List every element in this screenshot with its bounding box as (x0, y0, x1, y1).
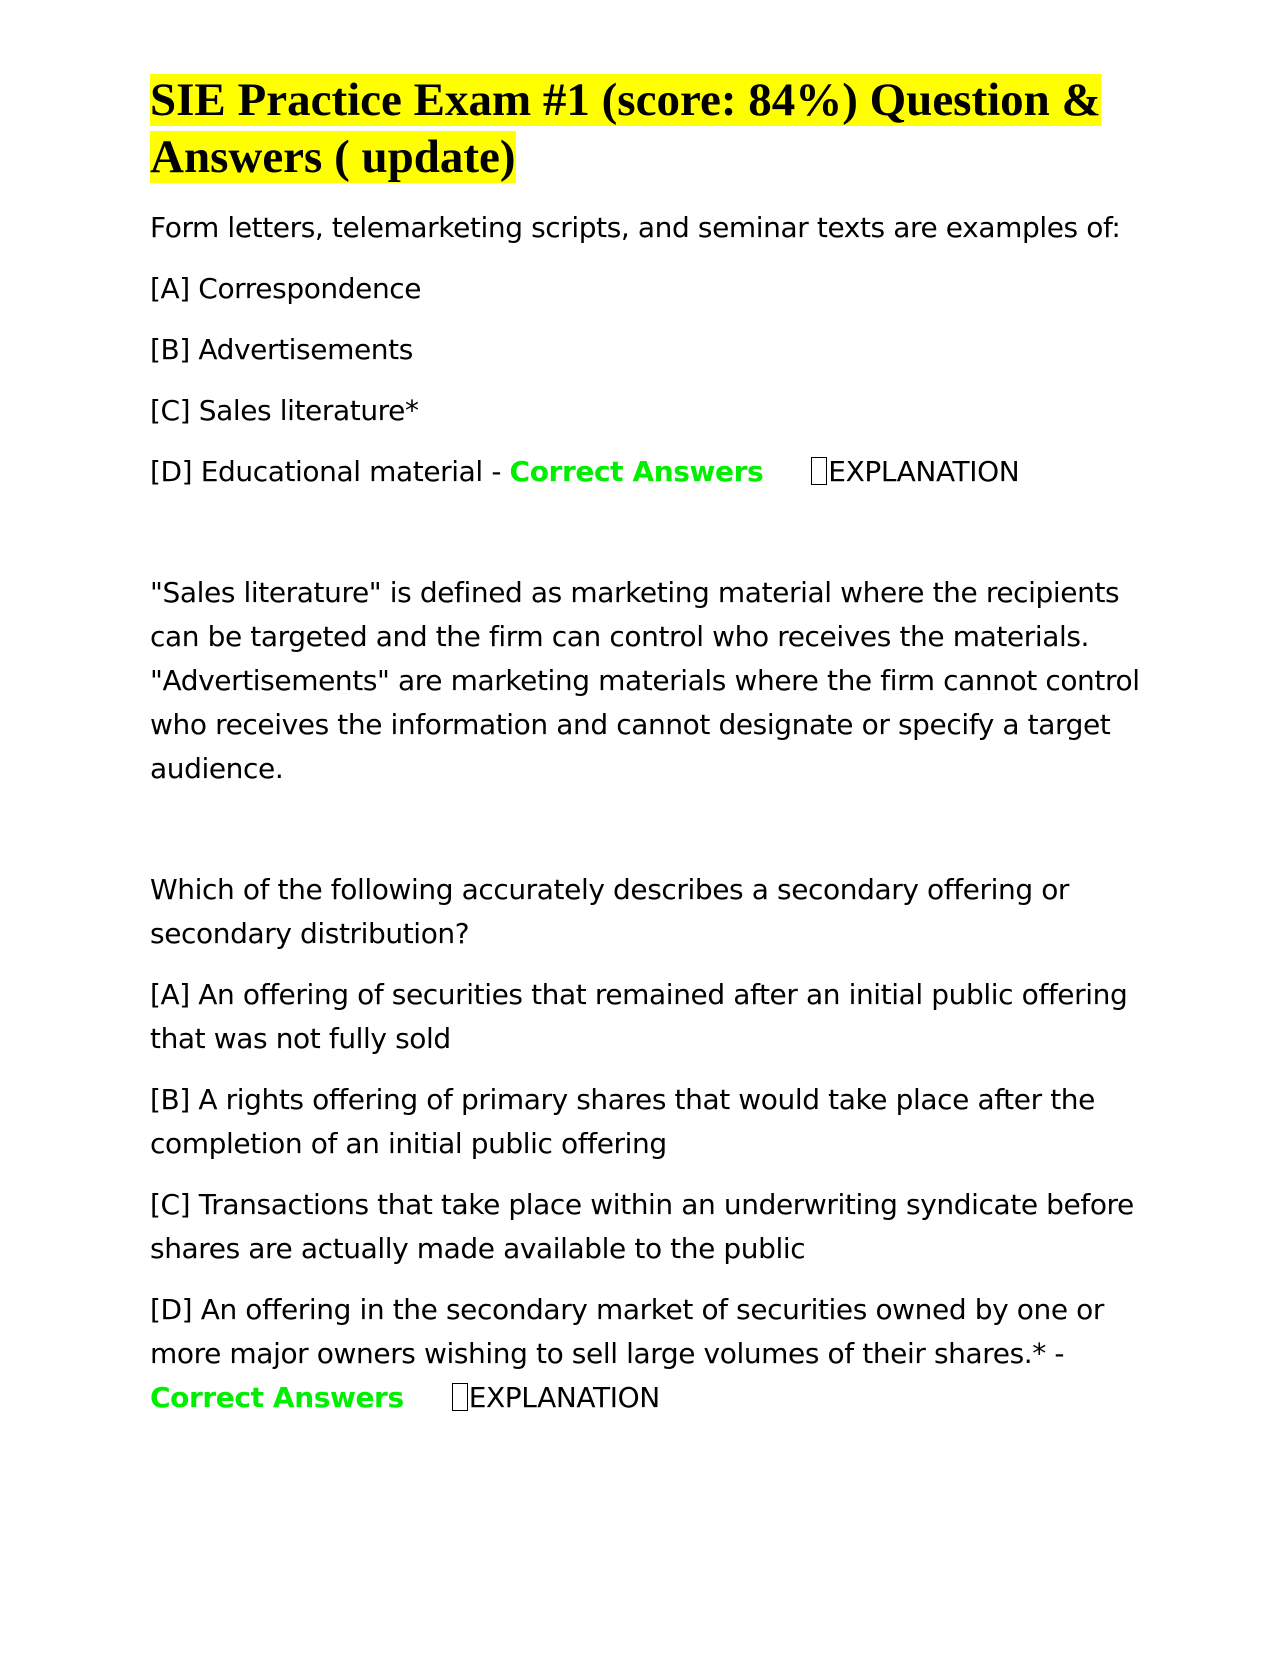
missing-glyph-icon (452, 1383, 468, 1411)
question-1-prompt: Form letters, telemarketing scripts, and seminar texts are examples of: (150, 211, 1121, 244)
title-highlight: SIE Practice Exam #1 (score: 84%) Question & Answers ( update) (150, 74, 1101, 183)
question-1-option-d-line (150, 450, 1140, 494)
question-1-explanation: "Sales literature" is defined as marketing material where the recipients can be targeted and the firm can control who receives the materials. "Advertisements" are marketing materials where the firm cannot control who receives the information and cannot designate or specify a target audience. (150, 576, 1140, 785)
question-1-option-a: [A] Correspondence (150, 272, 422, 305)
question-1-option-c: [C] Sales literature* (150, 394, 419, 427)
question-2-option-d: [D] An offering in the secondary market of securities owned by one or more major owners wishing to sell large volumes of their shares.* - (150, 1293, 1105, 1370)
question-2-option-d-line (150, 1288, 1140, 1420)
question-2-explanation-label: EXPLANATION (468, 1381, 660, 1414)
question-1-explanation-label: EXPLANATION (828, 455, 1020, 488)
question-1-option-b: [B] Advertisements (150, 333, 413, 366)
document-page (150, 72, 1140, 1420)
question-2-option-a: [A] An offering of securities that remained after an initial public offering that was not fully sold (150, 978, 1128, 1055)
question-2-option-c: [C] Transactions that take place within an underwriting syndicate before shares are actually made available to the public (150, 1188, 1134, 1265)
document-title (150, 72, 1140, 186)
question-2-option-b: [B] A rights offering of primary shares that would take place after the completion of an initial public offering (150, 1083, 1095, 1160)
missing-glyph-icon (811, 457, 827, 485)
question-2-prompt: Which of the following accurately describes a secondary offering or secondary distribution? (150, 873, 1070, 950)
question-2-correct-label: Correct Answers (150, 1381, 404, 1414)
question-1-correct-label: Correct Answers (509, 455, 764, 488)
question-1-option-d: [D] Educational material - (150, 455, 502, 488)
